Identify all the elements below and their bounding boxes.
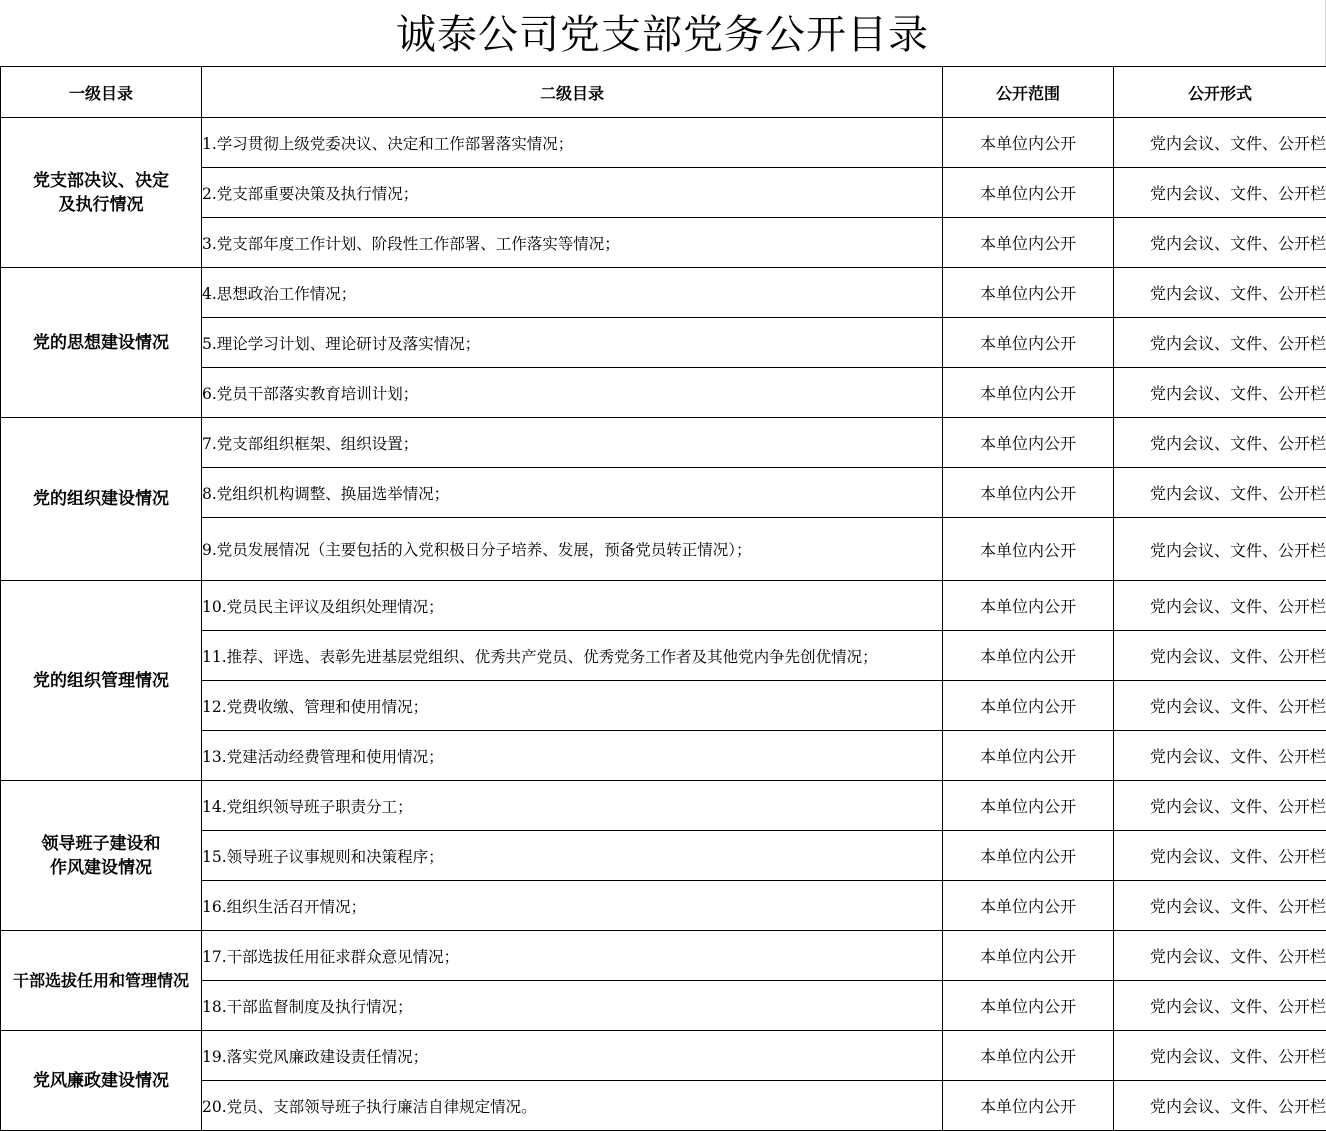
item-cell[interactable]: 8.党组织机构调整、换届选举情况； <box>202 468 943 518</box>
form-cell[interactable]: 党内会议、文件、公开栏 <box>1114 881 1326 931</box>
item-cell[interactable]: 17.干部选拔任用征求群众意见情况； <box>202 931 943 981</box>
scope-cell[interactable]: 本单位内公开 <box>943 318 1114 368</box>
category-label-line: 党风廉政建设情况 <box>1 1069 201 1093</box>
form-cell[interactable]: 党内会议、文件、公开栏 <box>1114 468 1326 518</box>
scope-cell[interactable]: 本单位内公开 <box>943 468 1114 518</box>
scope-cell[interactable]: 本单位内公开 <box>943 1031 1114 1081</box>
scope-cell[interactable]: 本单位内公开 <box>943 781 1114 831</box>
category-label-line: 党支部决议、决定 <box>1 169 201 193</box>
form-cell[interactable]: 党内会议、文件、公开栏 <box>1114 831 1326 881</box>
scope-cell[interactable]: 本单位内公开 <box>943 118 1114 168</box>
form-cell[interactable]: 党内会议、文件、公开栏 <box>1114 218 1326 268</box>
scope-cell[interactable]: 本单位内公开 <box>943 931 1114 981</box>
scope-cell[interactable]: 本单位内公开 <box>943 881 1114 931</box>
scope-cell[interactable]: 本单位内公开 <box>943 168 1114 218</box>
category-label-line: 党的组织建设情况 <box>1 487 201 511</box>
scope-cell[interactable]: 本单位内公开 <box>943 631 1114 681</box>
category-label-line: 领导班子建设和 <box>1 832 201 856</box>
directory-table <box>0 66 1326 1131</box>
scope-cell[interactable]: 本单位内公开 <box>943 681 1114 731</box>
table-row <box>1 268 1326 318</box>
form-cell[interactable]: 党内会议、文件、公开栏 <box>1114 631 1326 681</box>
form-cell[interactable]: 党内会议、文件、公开栏 <box>1114 581 1326 631</box>
item-cell[interactable]: 20.党员、支部领导班子执行廉洁自律规定情况。 <box>202 1081 943 1131</box>
item-cell[interactable]: 4.思想政治工作情况； <box>202 268 943 318</box>
item-cell[interactable]: 18.干部监督制度及执行情况； <box>202 981 943 1031</box>
item-cell[interactable]: 13.党建活动经费管理和使用情况； <box>202 731 943 781</box>
item-cell[interactable]: 7.党支部组织框架、组织设置； <box>202 418 943 468</box>
scope-cell[interactable]: 本单位内公开 <box>943 831 1114 881</box>
category-label-line: 作风建设情况 <box>1 856 201 880</box>
item-cell[interactable]: 14.党组织领导班子职责分工； <box>202 781 943 831</box>
form-cell[interactable]: 党内会议、文件、公开栏 <box>1114 731 1326 781</box>
form-cell[interactable]: 党内会议、文件、公开栏 <box>1114 318 1326 368</box>
item-cell[interactable]: 12.党费收缴、管理和使用情况； <box>202 681 943 731</box>
table-row <box>1 581 1326 631</box>
form-cell[interactable]: 党内会议、文件、公开栏 <box>1114 1081 1326 1131</box>
item-cell[interactable]: 6.党员干部落实教育培训计划； <box>202 368 943 418</box>
form-cell[interactable]: 党内会议、文件、公开栏 <box>1114 418 1326 468</box>
header-row <box>1 67 1326 118</box>
category-label-line: 党的思想建设情况 <box>1 331 201 355</box>
table-row <box>1 418 1326 468</box>
form-cell[interactable]: 党内会议、文件、公开栏 <box>1114 681 1326 731</box>
scope-cell[interactable]: 本单位内公开 <box>943 581 1114 631</box>
item-cell[interactable]: 1.学习贯彻上级党委决议、决定和工作部署落实情况； <box>202 118 943 168</box>
category-label-line: 干部选拔任用和管理情况 <box>1 969 201 993</box>
category-cell[interactable] <box>1 781 202 931</box>
table-row <box>1 931 1326 981</box>
scope-cell[interactable]: 本单位内公开 <box>943 218 1114 268</box>
category-cell[interactable] <box>1 581 202 781</box>
table-row <box>1 118 1326 168</box>
page-title: 诚泰公司党支部党务公开目录 <box>0 0 1326 66</box>
form-cell[interactable]: 党内会议、文件、公开栏 <box>1114 268 1326 318</box>
scope-cell[interactable]: 本单位内公开 <box>943 418 1114 468</box>
item-cell[interactable]: 19.落实党风廉政建设责任情况； <box>202 1031 943 1081</box>
item-cell[interactable]: 5.理论学习计划、理论研讨及落实情况； <box>202 318 943 368</box>
header-form[interactable]: 公开形式 <box>1114 67 1326 118</box>
scope-cell[interactable]: 本单位内公开 <box>943 268 1114 318</box>
table-row <box>1 781 1326 831</box>
item-cell[interactable]: 15.领导班子议事规则和决策程序； <box>202 831 943 881</box>
category-cell[interactable] <box>1 118 202 268</box>
header-level2[interactable]: 二级目录 <box>202 67 943 118</box>
category-cell[interactable] <box>1 931 202 1031</box>
form-cell[interactable]: 党内会议、文件、公开栏 <box>1114 981 1326 1031</box>
scope-cell[interactable]: 本单位内公开 <box>943 368 1114 418</box>
table-row <box>1 1031 1326 1081</box>
form-cell[interactable]: 党内会议、文件、公开栏 <box>1114 368 1326 418</box>
item-cell[interactable]: 11.推荐、评选、表彰先进基层党组织、优秀共产党员、优秀党务工作者及其他党内争先创优情况； <box>202 631 943 681</box>
item-cell[interactable]: 16.组织生活召开情况； <box>202 881 943 931</box>
item-cell[interactable]: 10.党员民主评议及组织处理情况； <box>202 581 943 631</box>
header-level1[interactable]: 一级目录 <box>1 67 202 118</box>
category-label-line: 及执行情况 <box>1 193 201 217</box>
item-cell[interactable]: 3.党支部年度工作计划、阶段性工作部署、工作落实等情况； <box>202 218 943 268</box>
scope-cell[interactable]: 本单位内公开 <box>943 1081 1114 1131</box>
form-cell[interactable]: 党内会议、文件、公开栏 <box>1114 518 1326 581</box>
form-cell[interactable]: 党内会议、文件、公开栏 <box>1114 168 1326 218</box>
item-cell[interactable]: 2.党支部重要决策及执行情况； <box>202 168 943 218</box>
item-cell[interactable]: 9.党员发展情况（主要包括的入党积极日分子培养、发展，预备党员转正情况）； <box>202 518 943 581</box>
category-cell[interactable] <box>1 268 202 418</box>
scope-cell[interactable]: 本单位内公开 <box>943 731 1114 781</box>
category-cell[interactable] <box>1 1031 202 1131</box>
form-cell[interactable]: 党内会议、文件、公开栏 <box>1114 931 1326 981</box>
scope-cell[interactable]: 本单位内公开 <box>943 981 1114 1031</box>
form-cell[interactable]: 党内会议、文件、公开栏 <box>1114 1031 1326 1081</box>
form-cell[interactable]: 党内会议、文件、公开栏 <box>1114 781 1326 831</box>
category-cell[interactable] <box>1 418 202 581</box>
category-label-line: 党的组织管理情况 <box>1 669 201 693</box>
header-scope[interactable]: 公开范围 <box>943 67 1114 118</box>
form-cell[interactable]: 党内会议、文件、公开栏 <box>1114 118 1326 168</box>
scope-cell[interactable]: 本单位内公开 <box>943 518 1114 581</box>
